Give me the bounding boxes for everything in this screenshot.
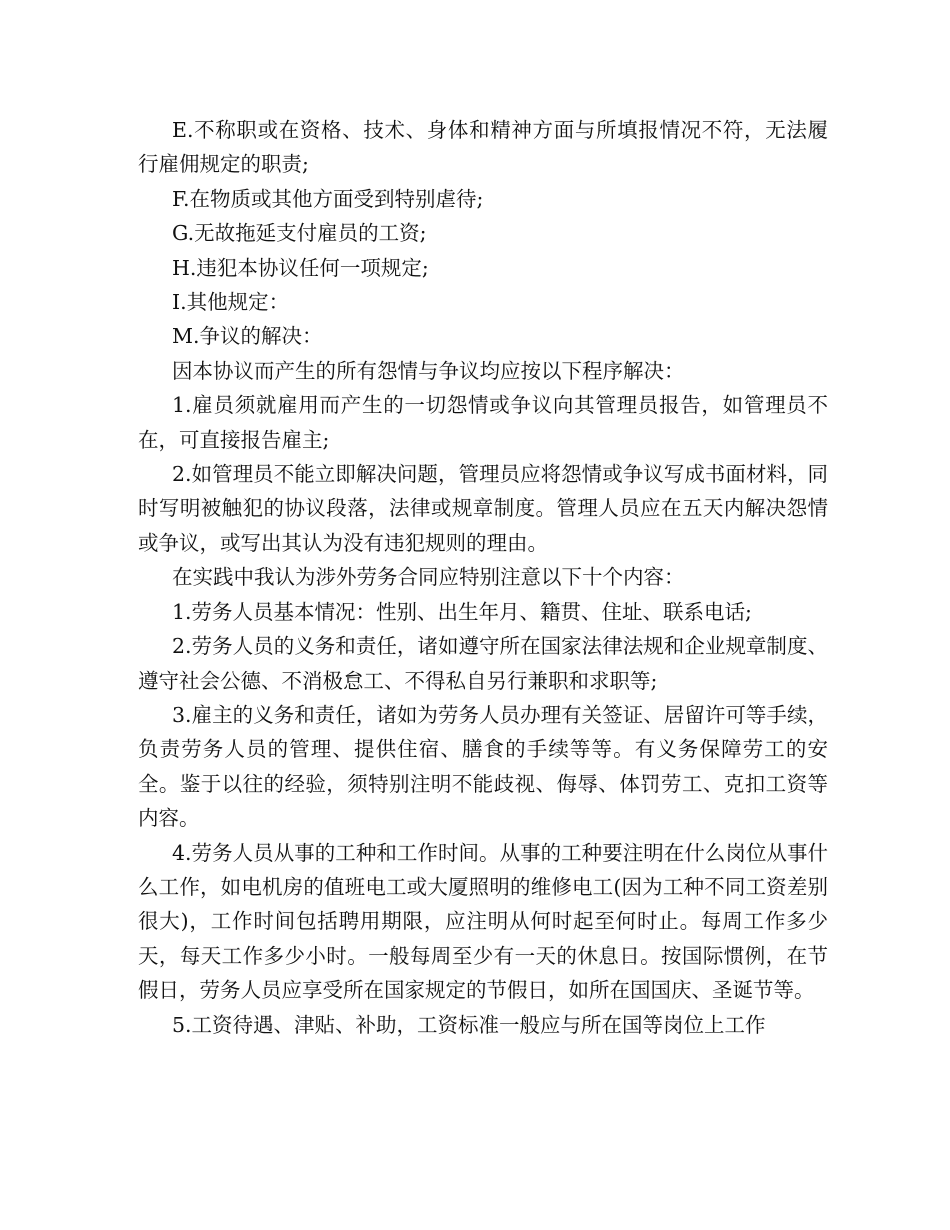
paragraph-clause-g: G.无故拖延支付雇员的工资; [172, 221, 427, 246]
paragraph-section-m-heading: M.争议的解决： [172, 324, 323, 349]
paragraph-item-5: 5.工资待遇、津贴、补助，工资标准一般应与所在国等岗位上工作 [172, 1012, 766, 1037]
paragraph-dispute-intro: 因本协议而产生的所有怨情与争议均应按以下程序解决： [172, 358, 685, 383]
paragraph-item-3: 3.雇主的义务和责任，诸如为劳务人员办理有关签证、居留许可等手续，负责劳务人员的管理、提供住宿、膳食的手续等等。有义务保障劳工的安全。鉴于以往的经验，须特别注明不能歧视、侮辱、体罚劳工、克扣工资等内容。 [138, 702, 828, 831]
paragraph-item-1: 1.劳务人员基本情况：性别、出生年月、籍贯、住址、联系电话; [172, 599, 752, 624]
paragraph-clause-h: H.违犯本协议任何一项规定; [172, 255, 429, 280]
paragraph-clause-f: F.在物质或其他方面受到特别虐待; [172, 186, 484, 211]
paragraph-ten-items-intro: 在实践中我认为涉外劳务合同应特别注意以下十个内容： [172, 565, 685, 590]
paragraph-item-2: 2.劳务人员的义务和责任，诸如遵守所在国家法律法规和企业规章制度、遵守社会公德、不消极怠工、不得私自另行兼职和求职等; [138, 634, 828, 693]
paragraph-dispute-step-1: 1.雇员须就雇用而产生的一切怨情或争议向其管理员报告，如管理员不在，可直接报告雇主; [138, 393, 828, 452]
paragraph-item-4: 4.劳务人员从事的工种和工作时间。从事的工种要注明在什么岗位从事什么工作，如电机房的值班电工或大厦照明的维修电工(因为工种不同工资差别很大)，工作时间包括聘用期限，应注明从何时起至何时止。每周工作多少天，每天工作多少小时。一般每周至少有一天的休息日。按国际惯例，在节假日，劳务人员应享受所在国家规定的节假日，如所在国国庆、圣诞节等。 [138, 840, 828, 1003]
paragraph-dispute-step-2: 2.如管理员不能立即解决问题，管理员应将怨情或争议写成书面材料，同时写明被触犯的协议段落，法律或规章制度。管理人员应在五天内解决怨情或争议，或写出其认为没有违犯规则的理由。 [138, 462, 828, 555]
document-body [138, 113, 828, 1042]
paragraph-clause-i: I.其他规定： [172, 290, 290, 315]
paragraph-clause-e: E.不称职或在资格、技术、身体和精神方面与所填报情况不符，无法履行雇佣规定的职责; [138, 118, 828, 177]
